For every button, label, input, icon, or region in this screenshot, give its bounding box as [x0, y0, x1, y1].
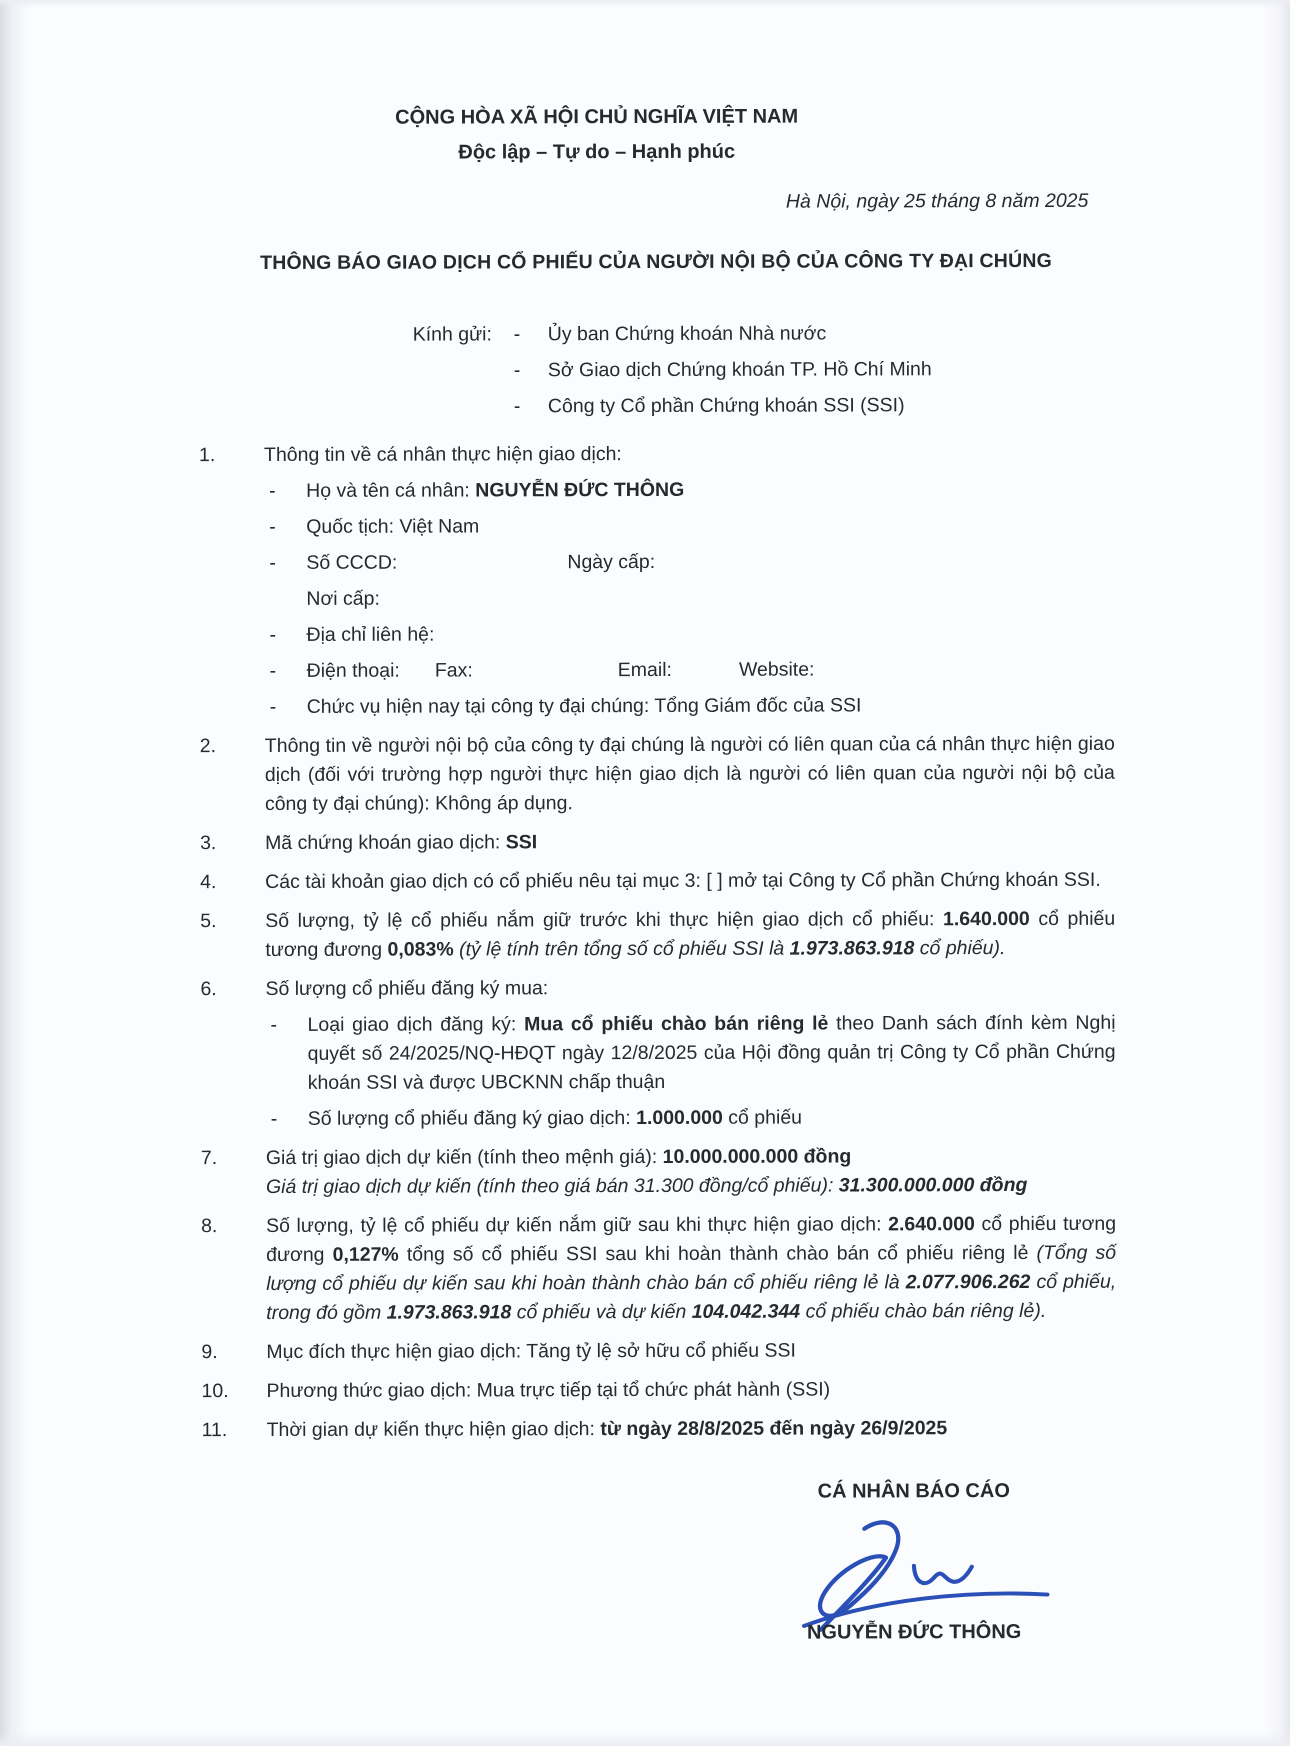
list-item	[200, 905, 1115, 965]
sub-item	[269, 475, 1114, 506]
item-text	[265, 905, 1115, 965]
text-segment: 1.973.863.918	[789, 937, 915, 960]
text-segment: 0,083%	[387, 938, 454, 961]
text-segment: Phương thức giao dịch: Mua trực tiếp tại tổ chức phát hành (SSI)	[266, 1378, 831, 1402]
text-segment: Mục đích thực hiện giao dịch: Tăng tỷ lệ sở hữu cổ phiếu SSI	[266, 1339, 796, 1363]
text-segment: Website:	[738, 658, 815, 681]
item-number: 10.	[201, 1380, 229, 1403]
text-segment: 1.640.000	[942, 907, 1030, 931]
dash-bullet: -	[513, 359, 521, 382]
text-segment: Họ và tên cá nhân:	[306, 479, 476, 502]
text-segment: Mã chứng khoán giao dịch:	[265, 831, 506, 854]
item-text	[265, 827, 1115, 858]
item-number: 2.	[199, 735, 217, 758]
text-segment: cổ phiếu tương đương	[266, 1212, 1117, 1266]
item-body	[265, 730, 1115, 819]
item-text	[267, 1414, 1117, 1445]
text-segment: cổ phiếu).	[914, 937, 1006, 960]
text-segment: cổ phiếu tương đương	[265, 907, 1116, 961]
text-segment: 1.973.863.918	[386, 1301, 512, 1324]
motto-line-2: Độc lập – Tự do – Hạnh phúc	[458, 140, 736, 164]
dash-bullet: -	[269, 479, 276, 502]
item-number: 4.	[200, 871, 217, 894]
recipient-item	[413, 321, 1114, 348]
text-segment: Quốc tịch: Việt Nam	[306, 515, 480, 538]
item-body	[266, 1142, 1116, 1202]
item-number: 6.	[200, 978, 217, 1001]
text-segment: cổ phiếu và dự kiến	[511, 1300, 692, 1324]
sub-item	[271, 1103, 1116, 1134]
signature-section	[744, 1477, 1084, 1648]
national-motto	[198, 103, 995, 166]
sub-item-text	[307, 655, 1115, 686]
document-title: THÔNG BÁO GIAO DỊCH CỔ PHIẾU CỦA NGƯỜI NỘI BỘ CỦA CÔNG TY ĐẠI CHÚNG	[260, 249, 1053, 275]
item-body	[267, 1414, 1117, 1445]
item-text	[265, 730, 1115, 819]
page-bottom-edge-shade	[0, 1732, 1290, 1746]
recipients	[413, 321, 1114, 420]
text-segment: Giá trị giao dịch dự kiến (tính theo giá bán 31.300 đồng/cổ phiếu):	[265, 1174, 839, 1198]
item-body	[265, 905, 1115, 965]
text-segment: (Tổng số lượng cổ phiếu dự kiến sau khi hoàn thành chào bán cổ phiếu riêng lẻ là	[266, 1241, 1117, 1295]
recipient-name: Ủy ban Chứng khoán Nhà nước	[547, 322, 827, 346]
item-text	[265, 866, 1115, 897]
text-segment: Thông tin về cá nhân thực hiện giao dịch:	[264, 443, 622, 466]
text-segment: 2.640.000	[888, 1213, 975, 1236]
text-segment: Nơi cấp:	[306, 587, 380, 610]
text-segment: Số lượng cổ phiếu đăng ký mua:	[265, 977, 549, 1000]
recipient-item	[413, 393, 1114, 420]
text-segment: Số lượng, tỷ lệ cổ phiếu dự kiến nắm giữ sau khi thực hiện giao dịch:	[266, 1213, 889, 1237]
dash-bullet: -	[513, 395, 521, 418]
text-segment: từ ngày 28/8/2025 đến ngày 26/9/2025	[600, 1417, 948, 1441]
sub-item	[270, 1009, 1115, 1098]
text-segment: 104.042.344	[691, 1300, 801, 1323]
item-body	[266, 1336, 1116, 1367]
text-segment: (tỷ lệ tính trên tổng số cổ phiếu SSI là	[459, 937, 790, 961]
text-segment: SSI	[505, 831, 538, 854]
text-segment: 0,127%	[332, 1243, 399, 1266]
recipient-item	[413, 357, 1114, 384]
list-item	[201, 1210, 1116, 1328]
item-number: 7.	[200, 1147, 218, 1170]
text-segment: 1.000.000	[636, 1106, 723, 1130]
dash-bullet: -	[269, 695, 277, 718]
item-text	[266, 1142, 1116, 1173]
text-segment: Các tài khoản giao dịch có cổ phiếu nêu tại mục 3: [ ] mở tại Công ty Cổ phần Chứng khoán SSI.	[265, 868, 1101, 893]
text-segment: Thời gian dự kiến thực hiện giao dịch:	[266, 1418, 601, 1441]
list-item	[201, 1375, 1116, 1406]
item-text	[265, 973, 1115, 1004]
recipients-label	[413, 358, 514, 383]
sub-item	[269, 547, 1114, 578]
sub-item-text	[306, 547, 1114, 578]
text-segment: tổng số cổ phiếu SSI sau khi hoàn thành chào bán cổ phiếu riêng lẻ	[398, 1241, 1037, 1266]
recipient-name: Sở Giao dịch Chứng khoán TP. Hồ Chí Minh	[547, 358, 932, 382]
item-text	[266, 1375, 1116, 1406]
item-number: 1.	[199, 444, 216, 467]
text-segment: Giá trị giao dịch dự kiến (tính theo mệnh giá):	[265, 1145, 663, 1169]
text-segment: Chức vụ hiện nay tại công ty đại chúng: Tổng Giám đốc của SSI	[306, 694, 862, 718]
item-number: 9.	[201, 1341, 218, 1364]
item-extra-text	[266, 1171, 1116, 1202]
item-number: 5.	[200, 910, 217, 933]
sub-item-text	[306, 475, 1114, 506]
dash-bullet: -	[513, 323, 521, 346]
dash-bullet: -	[269, 659, 277, 682]
list-item	[202, 1414, 1117, 1445]
text-segment: Điện thoại:	[306, 659, 400, 682]
dash-bullet: -	[269, 551, 276, 574]
text-segment: Email:	[617, 658, 672, 682]
sub-item-text	[307, 1009, 1115, 1098]
sub-item-text	[306, 619, 1114, 650]
text-segment: Địa chỉ liên hệ:	[306, 623, 435, 646]
dash-bullet: -	[269, 515, 276, 538]
text-segment: Mua cổ phiếu chào bán riêng lẻ	[524, 1012, 829, 1036]
text-segment: 2.077.906.262	[905, 1270, 1031, 1294]
sub-item-text	[307, 691, 1115, 722]
item-body	[265, 827, 1115, 858]
item-number: 3.	[200, 832, 217, 855]
sub-item-text	[308, 1103, 1116, 1134]
text-segment: Ngày cấp:	[567, 550, 656, 574]
text-segment: NGUYỄN ĐỨC THÔNG	[475, 478, 685, 502]
dash-bullet: -	[269, 623, 277, 646]
item-body	[264, 439, 1115, 722]
item-body	[266, 1210, 1116, 1328]
item-body	[265, 866, 1115, 897]
text-segment: Số lượng, tỷ lệ cổ phiếu nắm giữ trước khi thực hiện giao dịch cổ phiếu:	[265, 908, 944, 932]
sub-item-text	[306, 511, 1114, 542]
list-item	[200, 973, 1115, 1134]
text-segment: theo Danh sách đính kèm Nghị quyết số 24/2025/NQ-HĐQT ngày 12/8/2025 của Hội đồng quản trị Công ty Cổ phần Chứng khoán SSI và được UBCKNN chấp thuận	[307, 1011, 1116, 1094]
signatory-name: NGUYỄN ĐỨC THÔNG	[806, 1621, 1022, 1644]
text-segment: cổ phiếu, trong đó gồm	[266, 1270, 1117, 1324]
dash-bullet: -	[270, 1013, 278, 1036]
recipients-label: Kính gửi:	[412, 323, 492, 346]
motto-line-1: CỘNG HÒA XÃ HỘI CHỦ NGHĨA VIỆT NAM	[395, 105, 799, 129]
dash-bullet: -	[270, 1107, 278, 1130]
text-segment: Số CCCD:	[306, 551, 398, 574]
list-item	[200, 730, 1115, 819]
recipient-name: Công ty Cổ phần Chứng khoán SSI (SSI)	[547, 394, 905, 418]
item-number: 11.	[201, 1419, 228, 1442]
list-item	[201, 1336, 1116, 1367]
sub-item	[269, 619, 1114, 650]
sub-item	[270, 691, 1115, 722]
sub-item	[270, 655, 1115, 686]
text-segment: cổ phiếu chào bán riêng lẻ).	[800, 1299, 1047, 1323]
sub-item	[269, 511, 1114, 542]
list-item	[199, 439, 1115, 722]
numbered-list	[199, 439, 1117, 1445]
list-item	[201, 1142, 1116, 1202]
item-body	[266, 1375, 1116, 1406]
item-text	[264, 439, 1114, 470]
text-segment: Thông tin về người nội bộ của công ty đại chúng là người có liên quan của cá nhân thực hiện giao dịch (đối với trường hợp người thực hiện giao dịch là người có liên quan của người nội bộ của công ty đại chúng): Không áp dụng.	[264, 732, 1115, 815]
list-item	[200, 827, 1115, 858]
recipients-label	[413, 394, 514, 419]
item-number: 8.	[201, 1215, 218, 1238]
text-segment: Fax:	[434, 659, 473, 682]
signature-caption: CÁ NHÂN BÁO CÁO	[817, 1480, 1010, 1503]
item-body	[265, 973, 1115, 1134]
dash-spacer	[269, 585, 306, 614]
text-segment: 10.000.000.000 đồng	[662, 1145, 852, 1168]
list-item	[200, 866, 1115, 897]
text-segment: 31.300.000.000 đồng	[838, 1174, 1028, 1197]
sub-item-text	[306, 583, 1114, 614]
sub-item	[269, 583, 1114, 614]
text-segment: cổ phiếu	[722, 1106, 803, 1129]
dateline: Hà Nội, ngày 25 tháng 8 năm 2025	[785, 189, 1089, 213]
item-text	[266, 1210, 1116, 1328]
item-text	[266, 1336, 1116, 1367]
text-segment: Số lượng cổ phiếu đăng ký giao dịch:	[307, 1107, 637, 1130]
text-segment: Loại giao dịch đăng ký:	[307, 1013, 525, 1036]
